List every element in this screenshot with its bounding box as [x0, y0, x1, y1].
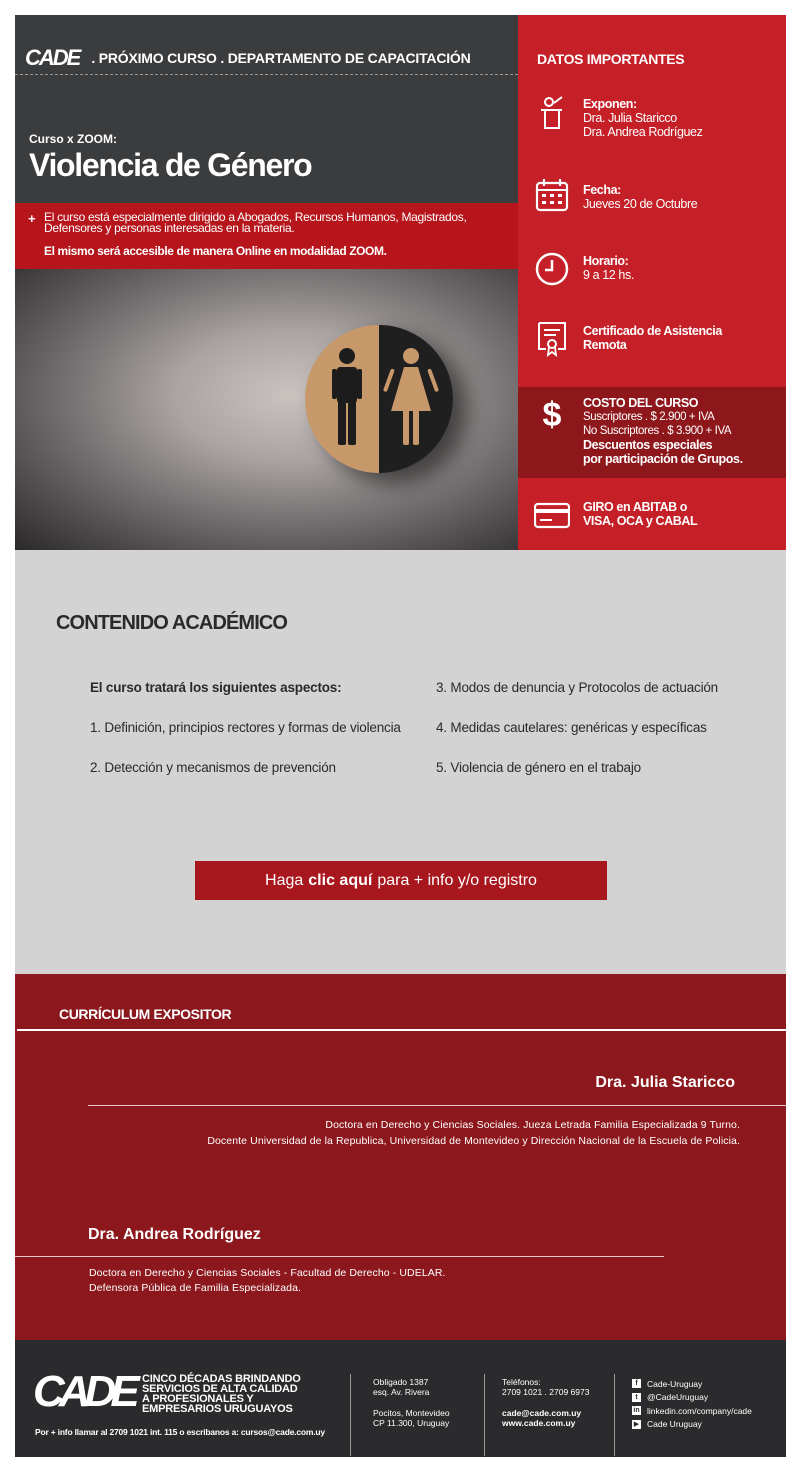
costo-4: por participación de Grupos. — [583, 452, 743, 466]
restroom-sign-photo — [15, 269, 518, 550]
certificado-2: Remota — [583, 338, 627, 352]
speaker-name-1: Dra. Julia Staricco — [595, 1074, 735, 1091]
footer-tagline — [142, 1374, 342, 1414]
giro-2: VISA, OCA y CABAL — [583, 514, 698, 528]
divider — [15, 1256, 664, 1257]
audience-note — [15, 203, 518, 269]
footer-phones — [502, 1377, 589, 1428]
fecha-value: Jueves 20 de Octubre — [583, 197, 698, 211]
hero-section — [15, 15, 786, 550]
phones-value: 2709 1021 . 2709 6973 — [502, 1387, 590, 1397]
address-line: Obligado 1387 — [373, 1377, 429, 1387]
divider — [350, 1374, 351, 1456]
curriculum-title: CURRÍCULUM EXPOSITOR — [59, 1006, 232, 1022]
svg-text:$: $ — [542, 396, 562, 432]
footer-contact: Por + info llamar al 2709 1021 int. 115 o escribanos a: cursos@cade.com.uy — [35, 1427, 325, 1437]
certificado-1: Certificado de Asistencia — [583, 324, 722, 338]
divider — [484, 1374, 485, 1456]
speaker-bio-1 — [207, 1117, 740, 1149]
divider — [17, 1029, 786, 1031]
speaker-bio-2 — [89, 1266, 446, 1296]
divider — [614, 1374, 615, 1456]
modality-text: El mismo será accesible de manera Online en modalidad ZOOM. — [44, 244, 387, 258]
brand-tagline: . PRÓXIMO CURSO . DEPARTAMENTO DE CAPACITACIÓN — [91, 50, 471, 66]
giro-1: GIRO en ABITAB o — [583, 500, 688, 514]
costo-3: Descuentos especiales — [583, 438, 713, 452]
brand-bar — [25, 45, 471, 71]
header-panel — [15, 15, 518, 203]
academic-section — [15, 550, 786, 974]
exponen-label: Exponen: — [583, 97, 637, 111]
twitter-icon: t — [632, 1393, 641, 1402]
cade-logo[interactable]: CADE — [25, 45, 80, 70]
list-item: 3. Modos de denuncia y Protocolos de actuación — [436, 680, 718, 695]
datos-panel — [518, 15, 786, 550]
web-link[interactable]: www.cade.com.uy — [502, 1418, 576, 1428]
register-button[interactable] — [195, 861, 607, 900]
fecha-label: Fecha: — [583, 183, 621, 197]
curriculum-section — [15, 974, 786, 1340]
horario-value: 9 a 12 hs. — [583, 268, 634, 282]
list-item: 5. Violencia de género en el trabajo — [436, 760, 641, 775]
address-line: esq. Av. Rivera — [373, 1387, 430, 1397]
audience-text: El curso está especialmente dirigido a Abogados, Recursos Humanos, Magistrados, Defensores y personas interesadas en la materia. — [44, 210, 467, 235]
footer-logo[interactable]: CADE — [33, 1367, 134, 1416]
phones-label: Teléfonos: — [502, 1377, 541, 1387]
list-item: 2. Detección y mecanismos de prevención — [90, 760, 336, 775]
social-linkedin[interactable] — [632, 1404, 752, 1418]
certificate-icon — [534, 321, 570, 357]
footer — [15, 1340, 786, 1457]
plus-icon: + — [28, 211, 36, 226]
dollar-icon — [534, 396, 570, 432]
social-youtube[interactable] — [632, 1418, 752, 1432]
tagline-line: CINCO DÉCADAS BRINDANDO — [142, 1373, 301, 1385]
tagline-line: SERVICIOS DE ALTA CALIDAD — [142, 1383, 298, 1395]
bio-2-line-a: Doctora en Derecho y Ciencias Sociales - Facultad de Derecho - UDELAR. — [89, 1267, 446, 1279]
cta-post: para + info y/o registro — [377, 871, 537, 889]
man-woman-icon — [305, 325, 453, 473]
dashed-divider — [15, 74, 518, 75]
exponen-1: Dra. Julia Staricco — [583, 111, 677, 125]
linkedin-icon: in — [633, 1407, 640, 1415]
social-label: @CadeUruguay — [647, 1392, 709, 1403]
list-item: 4. Medidas cautelares: genéricas y específicas — [436, 720, 707, 735]
credit-card-icon — [534, 498, 570, 534]
costo-label: COSTO DEL CURSO — [583, 396, 699, 410]
social-label: linkedin.com/company/cade — [647, 1405, 752, 1416]
footer-address — [373, 1377, 450, 1428]
exponen-2: Dra. Andrea Rodríguez — [583, 125, 703, 139]
clock-icon — [534, 251, 570, 287]
course-modality: Curso x ZOOM: — [29, 132, 118, 146]
bio-1-line-a: Doctora en Derecho y Ciencias Sociales. Jueza Letrada Familia Especializada 9 Turno. — [325, 1119, 740, 1131]
social-links — [632, 1377, 752, 1431]
facebook-icon: f — [632, 1379, 641, 1388]
social-facebook[interactable] — [632, 1377, 752, 1391]
academic-intro: El curso tratará los siguientes aspectos: — [90, 680, 342, 695]
divider — [88, 1105, 786, 1106]
costo-2: No Suscriptores . $ 3.900 + IVA — [583, 425, 732, 437]
costo-1: Suscriptores . $ 2.900 + IVA — [583, 411, 715, 423]
horario-label: Horario: — [583, 254, 629, 268]
address-line: Pocitos, Montevideo — [373, 1408, 450, 1418]
bio-2-line-b: Defensora Pública de Familia Especializada. — [89, 1282, 302, 1294]
cta-pre: Haga — [265, 871, 304, 889]
hero-left — [15, 15, 518, 550]
cta-bold: clic aquí — [308, 871, 373, 889]
social-label: Cade Uruguay — [647, 1419, 702, 1430]
bio-1-line-b: Docente Universidad de la Republica, Universidad de Montevideo y Dirección Nacional de la Escuela de Policia. — [207, 1135, 740, 1147]
tagline-line: EMPRESARIOS URUGUAYOS — [142, 1403, 293, 1415]
social-label: Cade-Uruguay — [647, 1378, 703, 1389]
restroom-sign — [305, 325, 453, 473]
address-line: CP 11.300, Uruguay — [373, 1418, 450, 1428]
course-title: Violencia de Género — [29, 147, 312, 183]
social-twitter[interactable] — [632, 1391, 752, 1405]
youtube-icon: ▶ — [633, 1421, 640, 1429]
academic-title: CONTENIDO ACADÉMICO — [56, 612, 288, 634]
calendar-icon — [534, 177, 570, 213]
tagline-line: A PROFESIONALES Y — [142, 1393, 254, 1405]
email-link[interactable]: cade@cade.com.uy — [502, 1408, 582, 1418]
list-item: 1. Definición, principios rectores y formas de violencia — [90, 720, 401, 735]
speaker-name-2: Dra. Andrea Rodríguez — [88, 1226, 261, 1243]
speaker-icon — [534, 95, 570, 131]
datos-title: DATOS IMPORTANTES — [537, 51, 685, 67]
